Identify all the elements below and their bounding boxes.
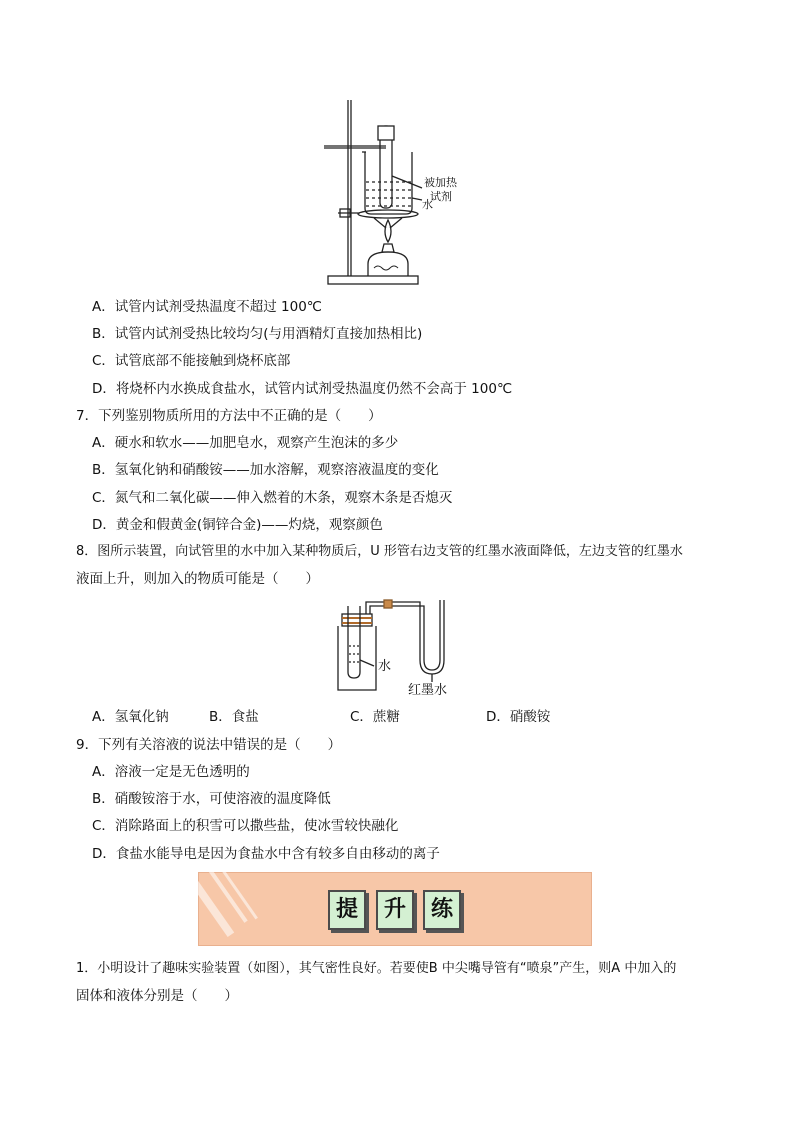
q8-option-b: B．食盐 <box>209 709 259 725</box>
section-banner <box>198 872 592 946</box>
q7-option-c: C．氮气和二氧化碳——伸入燃着的木条，观察木条是否熄灭 <box>92 490 453 506</box>
q8-stem-line2: 液面上升，则加入的物质可能是（ ） <box>76 571 319 587</box>
q8-stem-line1: 8．图所示装置，向试管里的水中加入某种物质后，U 形管右边支管的红墨水液面降低，左边支管的红墨水 <box>76 544 683 559</box>
label-heated-reagent: 被加热 <box>424 176 457 189</box>
label-water: 水 <box>378 659 392 674</box>
label-water: 水 <box>422 198 433 211</box>
q8-option-a: A．氢氧化钠 <box>92 709 169 725</box>
ts-q1-stem-line2: 固体和液体分别是（ ） <box>76 988 238 1004</box>
label-red-ink: 红墨水 <box>408 683 448 698</box>
q6-option-c: C．试管底部不能接触到烧杯底部 <box>92 353 291 369</box>
q9-option-b: B．硝酸铵溶于水，可使溶液的温度降低 <box>92 791 331 807</box>
q7-option-b: B．氢氧化钠和硝酸铵——加水溶解，观察溶液温度的变化 <box>92 462 439 478</box>
q7-option-d: D．黄金和假黄金(铜锌合金)——灼烧，观察颜色 <box>92 517 383 533</box>
q7-stem: 7．下列鉴别物质所用的方法中不正确的是（ ） <box>76 408 382 424</box>
q9-option-c: C．消除路面上的积雪可以撒些盐，使冰雪较快融化 <box>92 818 399 834</box>
q8-option-c: C．蔗糖 <box>350 709 400 725</box>
label-reagent: 试剂 <box>430 190 452 203</box>
q9-stem: 9．下列有关溶液的说法中错误的是（ ） <box>76 737 342 753</box>
banner-char-lian: 练 <box>423 890 461 930</box>
q9-option-a: A．溶液一定是无色透明的 <box>92 764 250 780</box>
q7-option-a: A．硬水和软水——加肥皂水，观察产生泡沫的多少 <box>92 435 399 451</box>
ts-q1-stem-line1: 1．小明设计了趣味实验装置（如图），其气密性良好。若要使B 中尖嘴导管有“喷泉”产生，则A 中加入的 <box>76 961 677 976</box>
q6-option-b: B．试管内试剂受热比较均匀(与用酒精灯直接加热相比) <box>92 326 423 342</box>
q6-option-a: A．试管内试剂受热温度不超过 100℃ <box>92 299 322 315</box>
q8-option-d: D．硝酸铵 <box>486 709 551 725</box>
q9-option-d: D．食盐水能导电是因为食盐水中含有较多自由移动的离子 <box>92 846 440 862</box>
banner-char-sheng: 升 <box>376 890 414 930</box>
q6-option-d: D．将烧杯内水换成食盐水，试管内试剂受热温度仍然不会高于 100℃ <box>92 381 513 397</box>
u-tube-apparatus-figure <box>332 596 472 702</box>
water-bath-apparatus-figure <box>318 96 468 288</box>
banner-char-ti: 提 <box>328 890 366 930</box>
